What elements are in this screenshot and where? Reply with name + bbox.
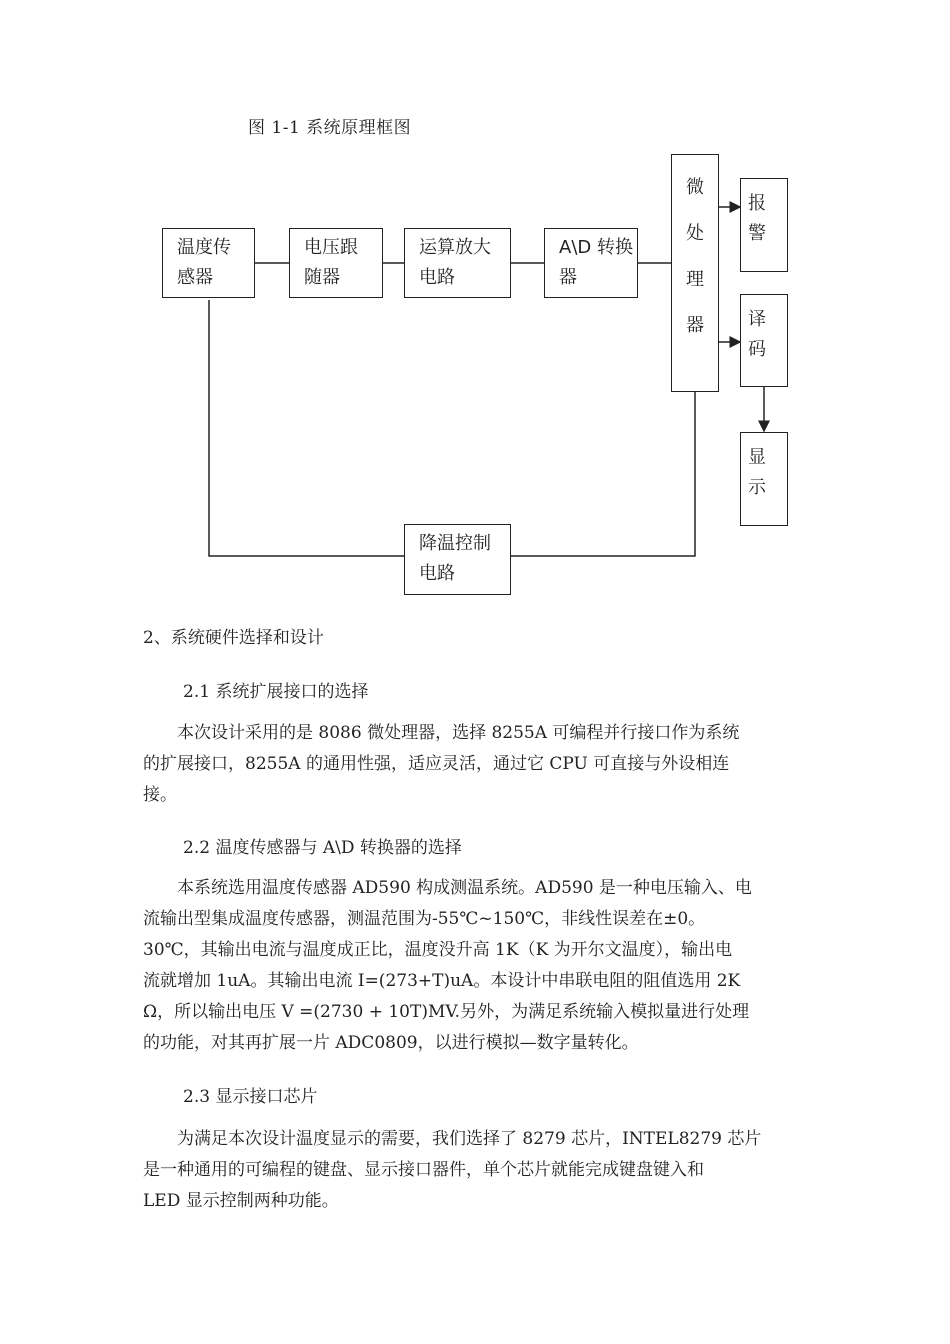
cooling-control-box — [404, 524, 511, 595]
temperature-sensor-box — [162, 228, 255, 298]
box-line: 温度传 — [177, 237, 231, 258]
box-line: 示 — [748, 477, 766, 498]
text-line: 本次设计采用的是 8086 微处理器，选择 8255A 可编程并行接口作为系统 — [143, 723, 740, 743]
box-line: 警 — [748, 223, 766, 244]
box-line: 降温控制 — [419, 533, 491, 554]
feedback-sensor-cooling — [209, 300, 405, 556]
section-heading-2-3: 2.3 显示接口芯片 — [183, 1087, 318, 1107]
paragraph-2-2 — [143, 873, 813, 1059]
feedback-cpu-cooling — [510, 391, 695, 556]
paragraph-2-1 — [143, 718, 813, 811]
box-line: 运算放大 — [419, 237, 491, 258]
box-line: 器 — [686, 315, 704, 336]
box-line: 码 — [748, 339, 766, 360]
box-line: 理 — [686, 269, 704, 290]
microprocessor-box — [671, 154, 719, 392]
box-line: 电路 — [419, 267, 455, 288]
voltage-follower-box — [289, 228, 383, 298]
ad-converter-box — [544, 228, 638, 298]
text-line: 的扩展接口，8255A 的通用性强，适应灵活，通过它 CPU 可直接与外设相连 — [143, 754, 730, 774]
paragraph-2-3 — [143, 1124, 813, 1217]
figure-caption: 图 1-1 系统原理框图 — [248, 118, 412, 138]
box-line: 微 — [686, 177, 704, 198]
display-box — [740, 432, 788, 526]
op-amp-circuit-box — [404, 228, 511, 298]
section-heading-2-2: 2.2 温度传感器与 A\D 转换器的选择 — [183, 838, 462, 858]
section-heading-2: 2、系统硬件选择和设计 — [143, 628, 324, 648]
text-line: 本系统选用温度传感器 AD590 构成测温系统。AD590 是一种电压输入、电 — [143, 878, 752, 898]
box-line: 器 — [559, 267, 577, 288]
section-heading-2-1: 2.1 系统扩展接口的选择 — [183, 682, 369, 702]
text-line: 是一种通用的可编程的键盘、显示接口器件，单个芯片就能完成键盘键入和 — [143, 1160, 704, 1180]
box-line: 电压跟 — [304, 237, 358, 258]
box-line: 感器 — [177, 267, 213, 288]
box-line: 处 — [686, 223, 704, 244]
box-line: 电路 — [419, 563, 455, 584]
text-line: 接。 — [143, 785, 177, 805]
text-line: 流就增加 1uA。其输出电流 I=(273+T)uA。本设计中串联电阻的阻值选用 2K — [143, 971, 741, 991]
box-line: 随器 — [304, 267, 340, 288]
text-line: 30℃，其输出电流与温度成正比，温度没升高 1K（K 为开尔文温度），输出电 — [143, 940, 733, 960]
text-line: LED 显示控制两种功能。 — [143, 1191, 339, 1211]
text-line: Ω，所以输出电压 V =(2730 + 10T)MV.另外，为满足系统输入模拟量进行处理 — [143, 1002, 750, 1022]
box-line: 译 — [748, 309, 766, 330]
decoder-box — [740, 294, 788, 387]
box-line: A\D 转换 — [559, 237, 633, 258]
alarm-box — [740, 178, 788, 272]
text-line: 流输出型集成温度传感器，测温范围为-55℃~150℃，非线性误差在±0。 — [143, 909, 706, 929]
text-line: 的功能，对其再扩展一片 ADC0809，以进行模拟—数字量转化。 — [143, 1033, 639, 1053]
text-line: 为满足本次设计温度显示的需要，我们选择了 8279 芯片，INTEL8279 芯片 — [143, 1129, 762, 1149]
box-line: 显 — [748, 447, 766, 468]
box-line: 报 — [748, 193, 766, 214]
